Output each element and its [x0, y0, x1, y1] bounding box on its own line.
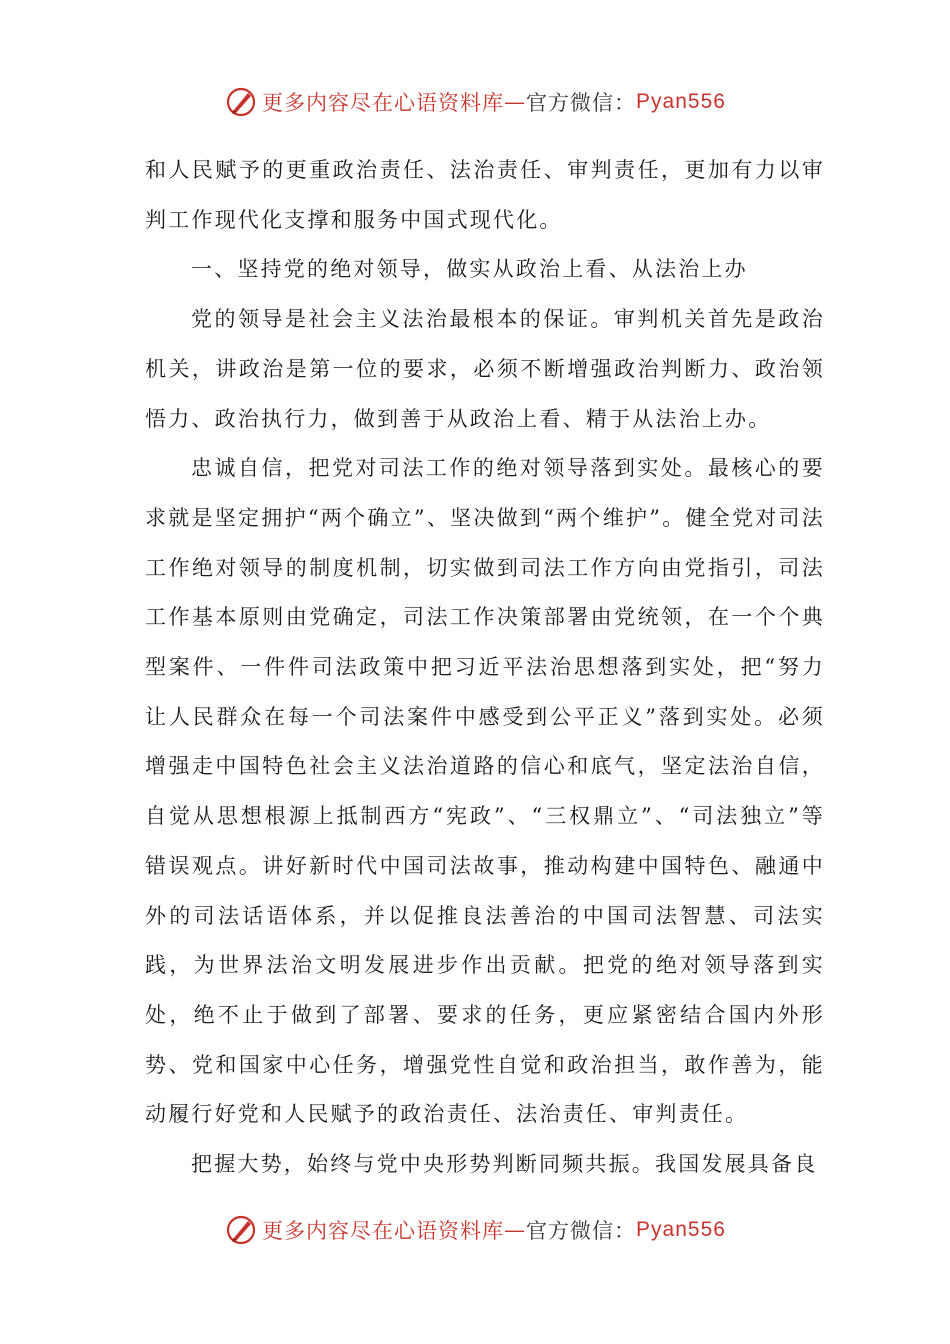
banner-dash: — — [504, 1218, 527, 1242]
pen-circle-logo-icon — [224, 1213, 258, 1247]
wechat-id: Pyan556 — [636, 1218, 726, 1241]
footer-banner — [0, 1210, 950, 1250]
wechat-id: Pyan556 — [636, 90, 726, 113]
section-heading: 一、坚持党的绝对领导，做实从政治上看、从法治上办 — [191, 257, 748, 282]
banner-dash: — — [504, 90, 527, 114]
paragraph: 把握大势，始终与党中央形势判断同频共振。我国发展具备良 — [191, 1152, 818, 1177]
header-banner — [0, 82, 950, 122]
brand-text: 更多内容尽在心语资料库 — [262, 91, 505, 115]
paragraph: 忠诚自信，把党对司法工作的绝对领导落到实处。最核心的要求就是坚定拥护“两个确立”、坚决做到“两个维护”。健全党对司法工作绝对领导的制度机制，切实做到司法工作方向由党指引，司法工作基本原则由党确定，司法工作决策部署由党统领，在一个个典型案件、一件件司法政策中把习近平法治思想落到实处，把“努力让人民群众在每一个司法案件中感受到公平正义”落到实处。必须增强走中国特色社会主义法治道路的信心和底气，坚定法治自信，自觉从思想根源上抵制西方“宪政”、“三权鼎立”、“司法独立”等错误观点。讲好新时代中国司法故事，推动构建中国特色、融通中外的司法话语体系，并以促推良法善治的中国司法智慧、司法实践，为世界法治文明发展进步作出贡献。把党的绝对领导落到实处，绝不止于做到了部署、要求的任务，更应紧密结合国内外形势、党和国家中心任务，增强党性自觉和政治担当，敢作善为，能动履行好党和人民赋予的政治责任、法治责任、审判责任。 — [145, 456, 825, 1127]
paragraph: 党的领导是社会主义法治最根本的保证。审判机关首先是政治机关，讲政治是第一位的要求，必须不断增强政治判断力、政治领悟力、政治执行力，做到善于从政治上看、精于从法治上办。 — [145, 307, 825, 431]
paragraph-continuation: 和人民赋予的更重政治责任、法治责任、审判责任，更加有力以审判工作现代化支撑和服务中国式现代化。 — [145, 158, 825, 232]
document-body — [145, 146, 825, 1190]
wechat-label: 官方微信： — [526, 1219, 637, 1243]
brand-text: 更多内容尽在心语资料库 — [262, 1219, 505, 1243]
wechat-label: 官方微信： — [526, 91, 637, 115]
pen-circle-logo-icon — [224, 85, 258, 119]
